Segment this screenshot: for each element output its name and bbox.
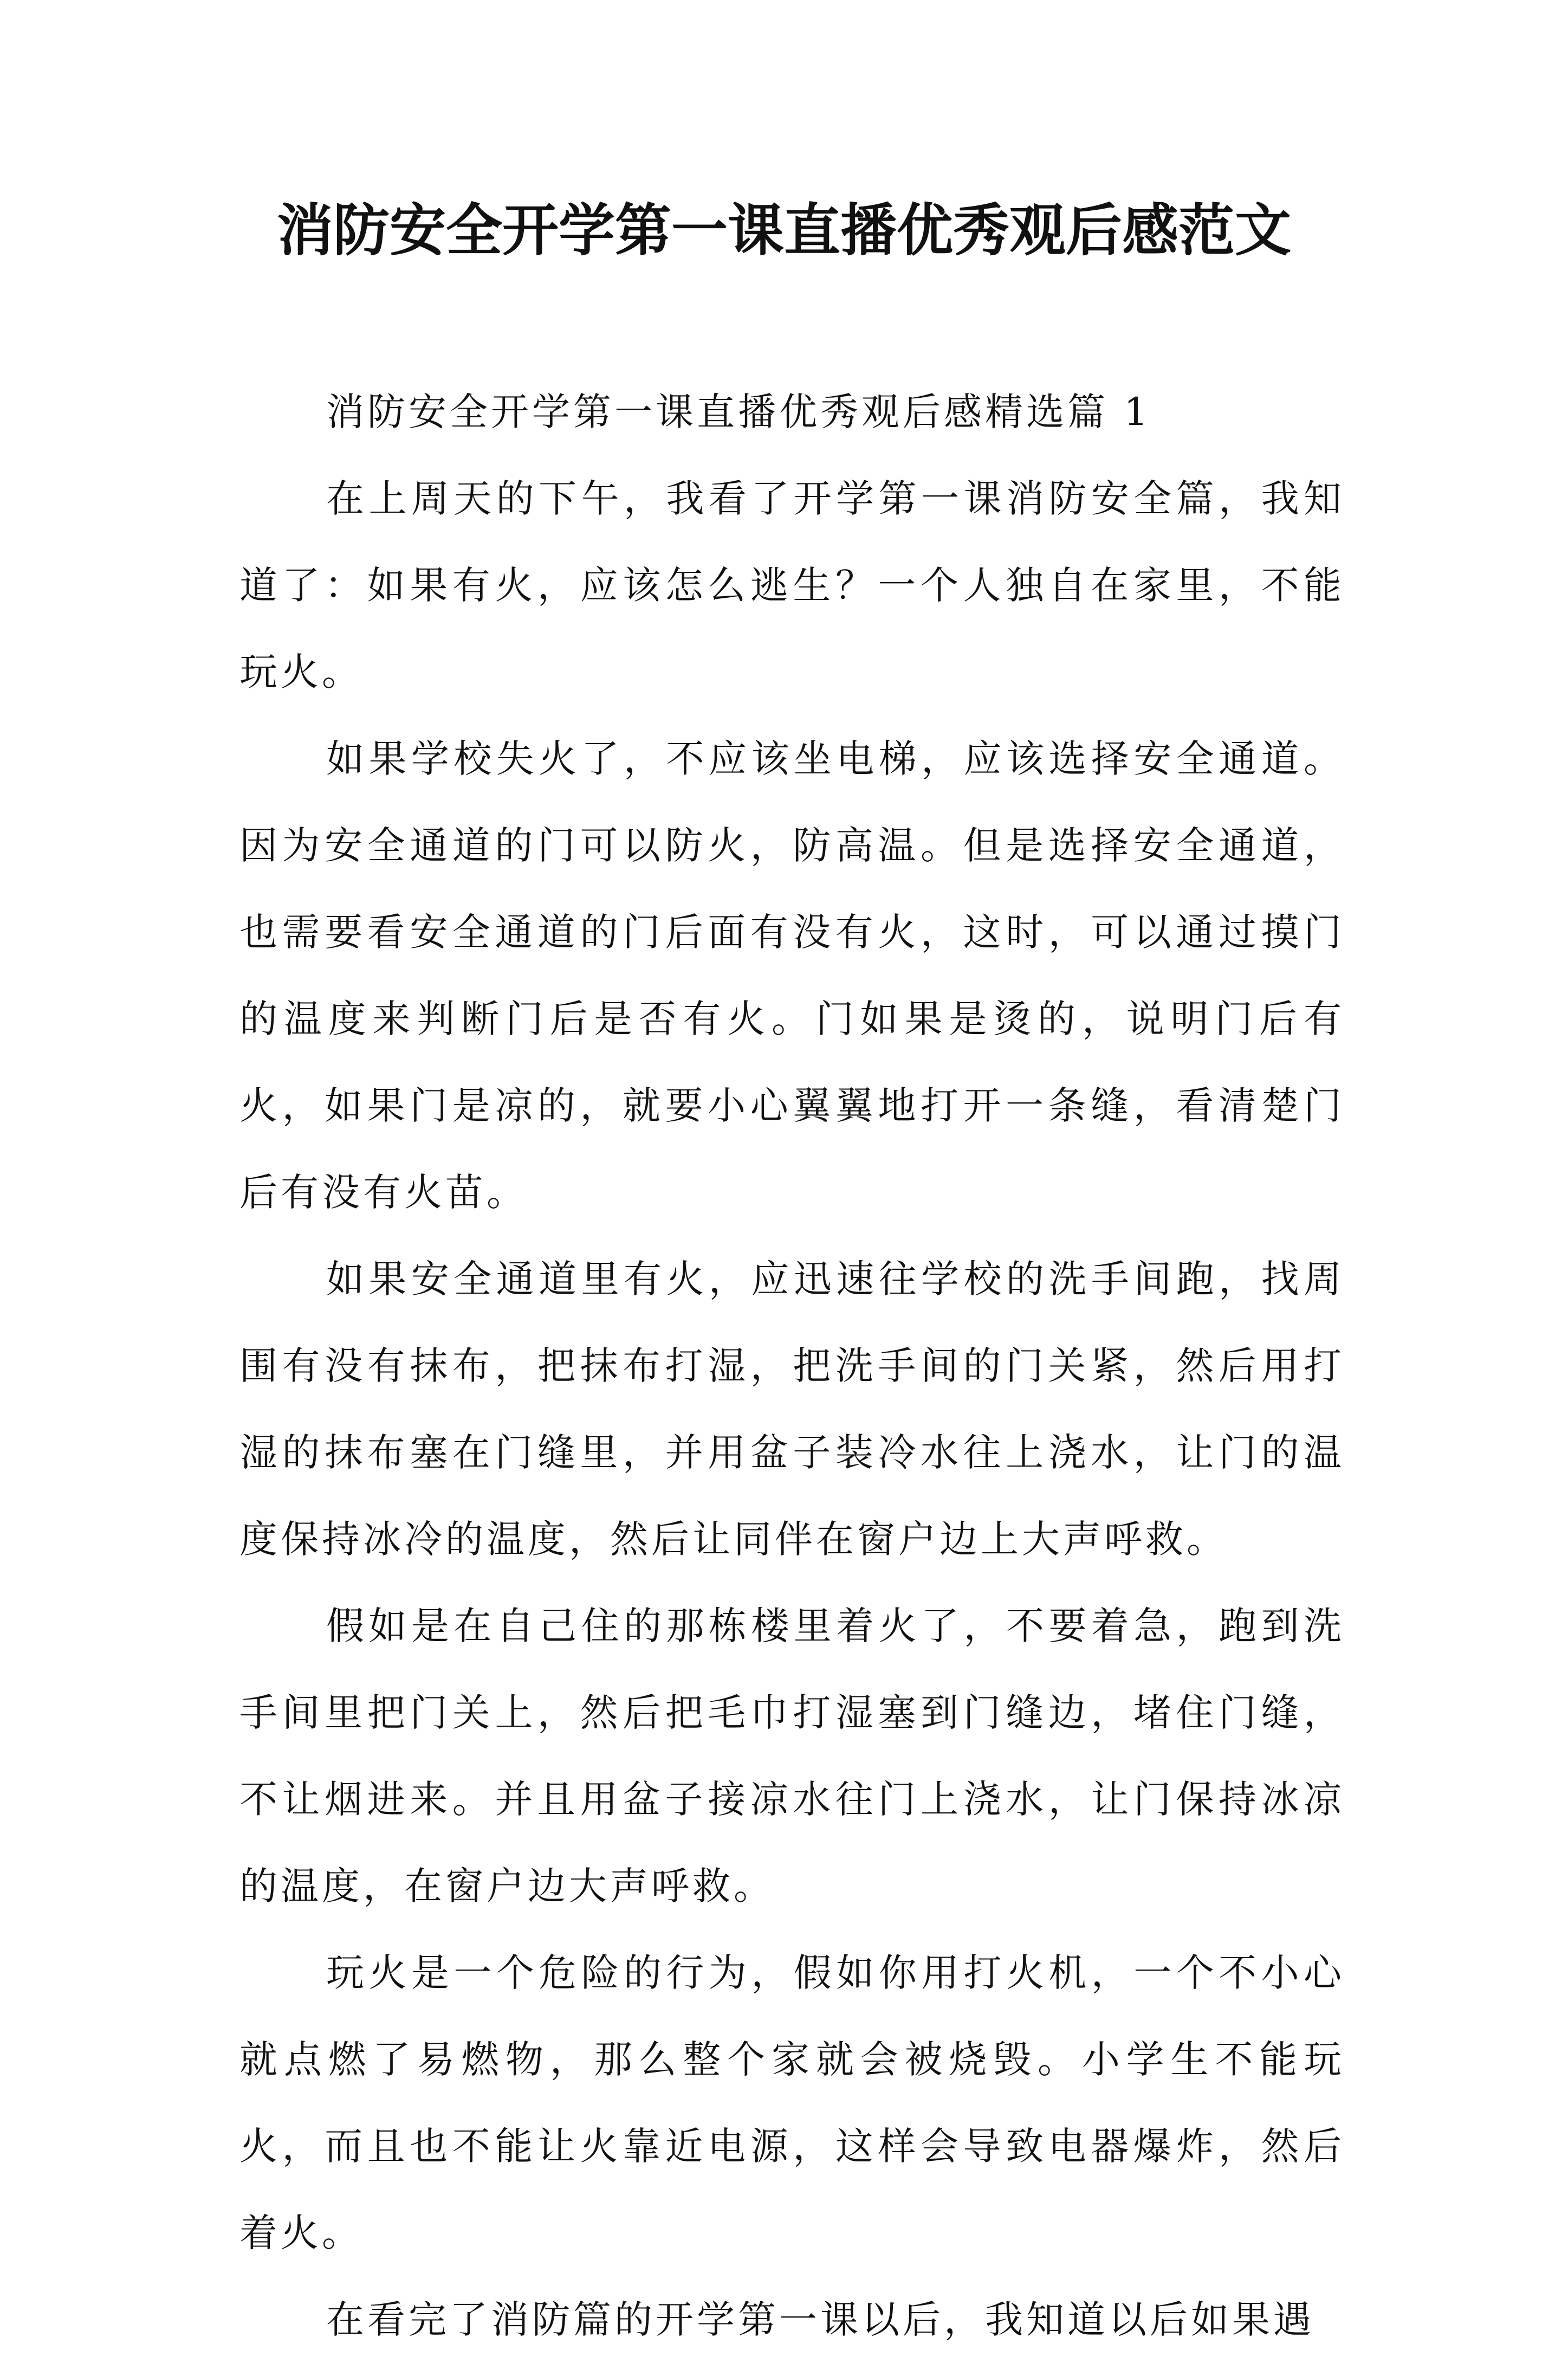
document-title: 消防安全开学第一课直播优秀观后感范文 — [276, 197, 1291, 263]
section-heading: 消防安全开学第一课直播优秀观后感精选篇 1 — [326, 390, 1151, 434]
paragraph: 在看完了消防篇的开学第一课以后，我知道以后如果遇 — [326, 2297, 1314, 2342]
document-body — [239, 369, 1345, 2363]
paragraph: 如果安全通道里有火，应迅速往学校的洗手间跑，找周围有没有抹布，把抹布打湿，把洗手间的门关紧，然后用打湿的抹布塞在门缝里，并用盆子装冷水往上浇水，让门的温度保持冰冷的温度，然后让同伴在窗户边上大声呼救。 — [239, 1257, 1345, 1561]
paragraph: 如果学校失火了，不应该坐电梯，应该选择安全通道。因为安全通道的门可以防火，防高温。但是选择安全通道，也需要看安全通道的门后面有没有火，这时，可以通过摸门的温度来判断门后是否有火。门如果是烫的，说明门后有火，如果门是凉的，就要小心翼翼地打开一条缝，看清楚门后有没有火苗。 — [239, 737, 1345, 1215]
paragraph: 假如是在自己住的那栋楼里着火了，不要着急，跑到洗手间里把门关上，然后把毛巾打湿塞到门缝边，堵住门缝，不让烟进来。并且用盆子接凉水往门上浇水，让门保持冰凉的温度，在窗户边大声呼救。 — [239, 1604, 1345, 1908]
paragraph: 在上周天的下午，我看了开学第一课消防安全篇，我知道了：如果有火，应该怎么逃生？一个人独自在家里，不能玩火。 — [239, 476, 1345, 694]
paragraph: 玩火是一个危险的行为，假如你用打火机，一个不小心就点燃了易燃物，那么整个家就会被烧毁。小学生不能玩火，而且也不能让火靠近电源，这样会导致电器爆炸，然后着火。 — [239, 1951, 1345, 2255]
